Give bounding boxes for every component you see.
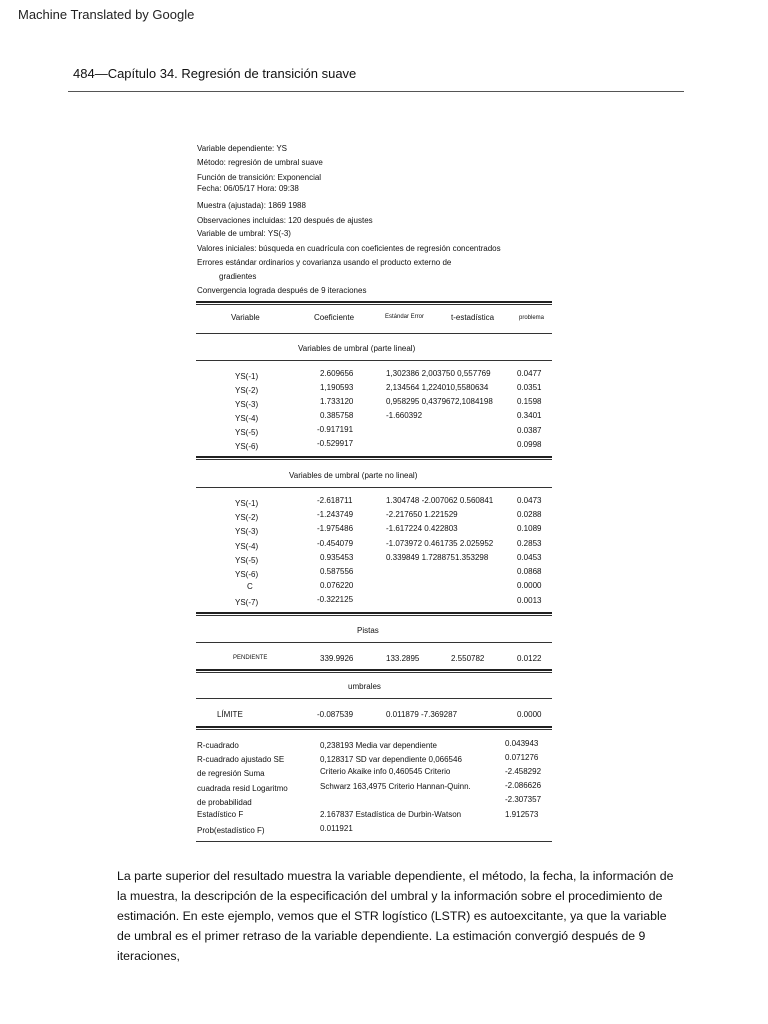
stat-left: de regresión Suma — [197, 769, 265, 778]
section-title-slopes: Pistas — [357, 626, 379, 635]
row-prob: 0.1089 — [517, 524, 542, 533]
header-line: gradientes — [219, 272, 257, 281]
section-title-nonlinear: Variables de umbral (parte no lineal) — [289, 471, 418, 480]
row-coef: 0.076220 — [320, 581, 354, 590]
table-rule — [196, 612, 552, 614]
row-variable: YS(-4) — [235, 414, 259, 423]
table-rule — [196, 729, 552, 730]
row-coef: 2.609656 — [320, 369, 354, 378]
stat-right: 0.043943 — [505, 739, 539, 748]
row-values: 1,302386 2,003750 0,557769 — [386, 369, 491, 378]
row-values: -1.073972 0.461735 2.025952 — [386, 539, 494, 548]
row-prob: 0.0288 — [517, 510, 542, 519]
row-prob: 0.0351 — [517, 383, 542, 392]
row-variable: LÍMITE — [217, 710, 243, 719]
row-prob: 0.0000 — [517, 581, 542, 590]
row-coef: 339.9926 — [320, 654, 354, 663]
stat-left: Estadístico F — [197, 810, 244, 819]
table-rule — [196, 698, 552, 699]
row-coef: 1,190593 — [320, 383, 354, 392]
col-header-variable: Variable — [231, 313, 260, 322]
row-variable: YS(-1) — [235, 372, 259, 381]
row-variable: YS(-6) — [235, 442, 259, 451]
header-line: Variable de umbral: YS(-3) — [197, 229, 291, 238]
table-rule — [196, 726, 552, 728]
stat-left: R-cuadrado ajustado SE — [197, 755, 285, 764]
table-rule — [196, 333, 552, 334]
row-prob: 0.0998 — [517, 440, 542, 449]
row-values: 2,134564 1,224010,5580634 — [386, 383, 489, 392]
header-line: Método: regresión de umbral suave — [197, 158, 323, 167]
row-variable: YS(-3) — [235, 527, 259, 536]
table-rule — [196, 615, 552, 616]
row-prob: 0.0453 — [517, 553, 542, 562]
stat-mid: 2.167837 Estadística de Durbin-Watson — [320, 810, 462, 819]
header-line: Valores iniciales: búsqueda en cuadrícula con coeficientes de regresión concentrados — [197, 244, 501, 253]
section-title-linear: Variables de umbral (parte lineal) — [298, 344, 416, 353]
row-coef: -0.454079 — [317, 539, 354, 548]
row-values: 0.011879 -7.369287 — [386, 710, 458, 719]
table-rule — [196, 459, 552, 460]
row-variable: YS(-1) — [235, 499, 259, 508]
row-coef: 1.733120 — [320, 397, 354, 406]
row-values: 0,958295 0,4379672,1084198 — [386, 397, 493, 406]
table-rule — [196, 669, 552, 671]
row-coef: -1.243749 — [317, 510, 354, 519]
row-values: -1.617224 0.422803 — [386, 524, 458, 533]
table-rule — [196, 301, 552, 303]
row-coef: -0.322125 — [317, 595, 354, 604]
col-header-t: t-estadística — [451, 313, 495, 322]
row-prob: 0.0122 — [517, 654, 542, 663]
row-variable: YS(-2) — [235, 386, 259, 395]
row-variable: YS(-5) — [235, 556, 259, 565]
stat-left: R-cuadrado — [197, 741, 239, 750]
stat-left: Prob(estadístico F) — [197, 826, 265, 835]
row-prob: 0.0013 — [517, 596, 542, 605]
row-coef: 0.587556 — [320, 567, 354, 576]
row-prob: 0.0477 — [517, 369, 542, 378]
row-variable: YS(-6) — [235, 570, 259, 579]
stat-right: -2.307357 — [505, 795, 542, 804]
row-variable: YS(-2) — [235, 513, 259, 522]
row-prob: 0.0868 — [517, 567, 542, 576]
row-prob: 0.2853 — [517, 539, 542, 548]
header-line: Función de transición: Exponencial — [197, 173, 322, 182]
col-header-coef: Coeficiente — [314, 313, 355, 322]
row-prob: 0.0000 — [517, 710, 542, 719]
col-header-se: Estándar Error — [385, 314, 425, 320]
row-variable: YS(-4) — [235, 542, 259, 551]
stat-mid: Schwarz 163,4975 Criterio Hannan-Quinn. — [320, 782, 471, 791]
table-rule — [196, 642, 552, 643]
section-title-thresholds: umbrales — [348, 682, 381, 691]
stat-left: cuadrada resid Logaritmo — [197, 784, 288, 793]
stat-left: de probabilidad — [197, 798, 252, 807]
row-prob: 0.0387 — [517, 426, 542, 435]
row-coef: -0.917191 — [317, 425, 354, 434]
row-prob: 0.3401 — [517, 411, 542, 420]
machine-translated-banner: Machine Translated by Google — [18, 7, 195, 22]
table-rule — [196, 672, 552, 673]
header-rule — [68, 91, 684, 92]
row-prob: 0.1598 — [517, 397, 542, 406]
row-prob: 0.0473 — [517, 496, 542, 505]
header-line: Fecha: 06/05/17 Hora: 09:38 — [197, 184, 299, 193]
row-values: -2.217650 1.221529 — [386, 510, 458, 519]
table-rule — [196, 487, 552, 488]
header-line: Errores estándar ordinarios y covarianza usando el producto externo de — [197, 258, 452, 267]
row-t: 2.550782 — [451, 654, 485, 663]
stat-mid: 0.011921 — [320, 824, 353, 833]
stat-right: -2.458292 — [505, 767, 542, 776]
col-header-prob: problema — [519, 315, 545, 321]
stat-mid: Criterio Akaike info 0,460545 Criterio — [320, 767, 451, 776]
stat-right: 0.071276 — [505, 753, 539, 762]
table-rule — [196, 304, 552, 305]
row-coef: -0.529917 — [317, 439, 354, 448]
table-rule — [196, 456, 552, 458]
row-values: 0.339849 1.7288751.353298 — [386, 553, 489, 562]
row-coef: -1.975486 — [317, 524, 354, 533]
table-rule — [196, 360, 552, 361]
header-line: Convergencia lograda después de 9 iteraciones — [197, 286, 367, 295]
table-rule — [196, 841, 552, 842]
header-line: Observaciones incluidas: 120 después de ajustes — [197, 216, 373, 225]
stat-right: 1.912573 — [505, 810, 539, 819]
body-paragraph: La parte superior del resultado muestra la variable dependiente, el método, la fecha, la información de la muestra, la descripción de la especificación del umbral y la información sobre el procedimiento de estimación. En este ejemplo, vemos que el STR logístico (LSTR) es autoexcitante, ya que la variable de umbral es el primer retraso de la variable dependiente. La estimación convergió después de 9 iteraciones, — [117, 869, 674, 963]
header-line: Variable dependiente: YS — [197, 144, 287, 153]
chapter-header: 484—Capítulo 34. Regresión de transición suave — [73, 66, 357, 81]
row-coef: -0.087539 — [317, 710, 354, 719]
row-variable: YS(-5) — [235, 428, 259, 437]
header-line: Muestra (ajustada): 1869 1988 — [197, 201, 306, 210]
stat-right: -2.086626 — [505, 781, 542, 790]
stat-mid: 0,128317 SD var dependiente 0,066546 — [320, 755, 462, 764]
row-se: 133.2895 — [386, 654, 420, 663]
row-coef: 0.935453 — [320, 553, 354, 562]
row-variable: PENDIENTE — [233, 655, 268, 661]
row-variable: YS(-3) — [235, 400, 259, 409]
row-coef: 0.385758 — [320, 411, 354, 420]
row-values: -1.660392 — [386, 411, 423, 420]
row-variable: C — [247, 582, 253, 591]
row-values: 1.304748 -2.007062 0.560841 — [386, 496, 494, 505]
stat-mid: 0,238193 Media var dependiente — [320, 741, 437, 750]
row-coef: -2.618711 — [317, 496, 353, 505]
row-variable: YS(-7) — [235, 598, 259, 607]
